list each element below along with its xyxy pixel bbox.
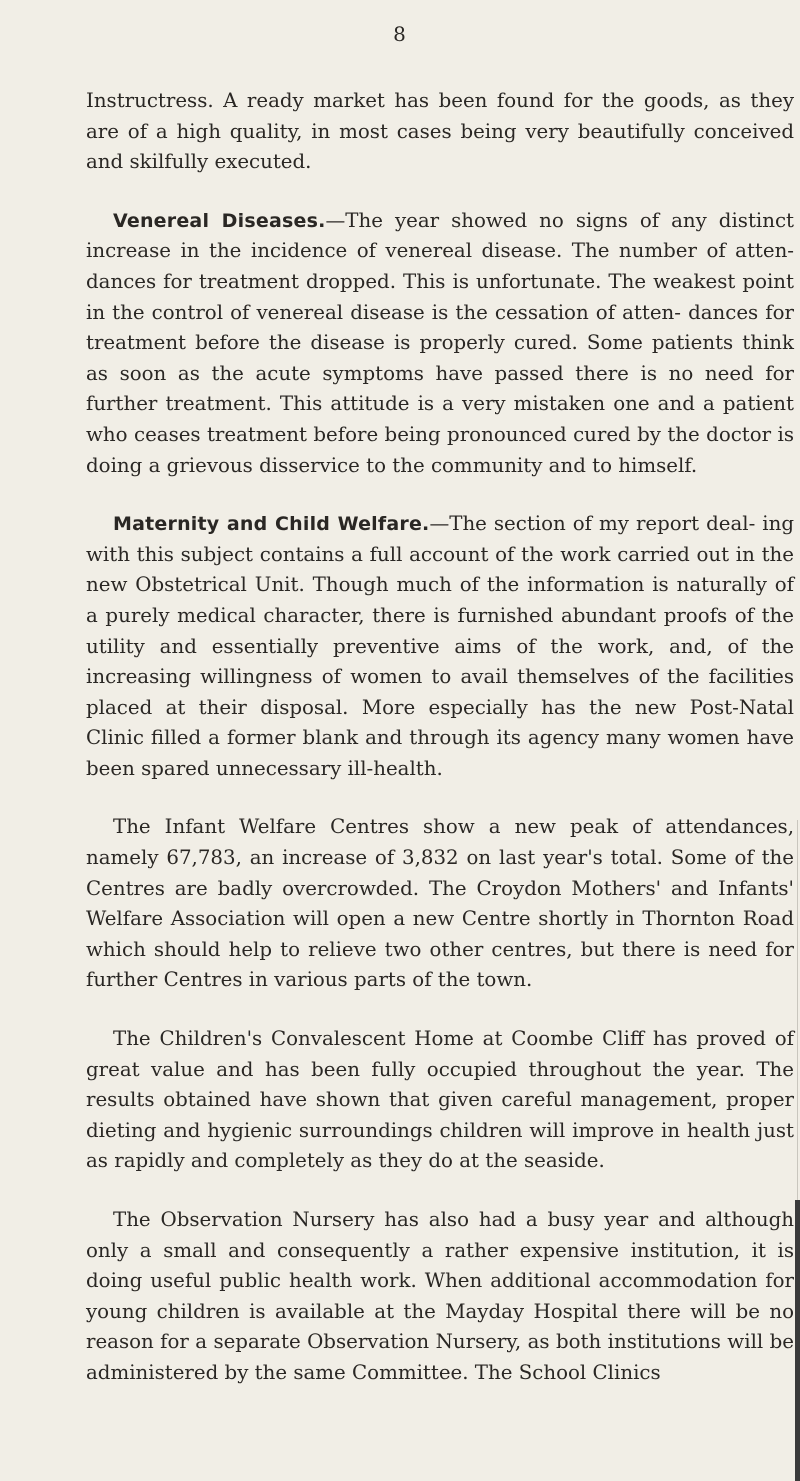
paragraph-text: The Children's Convalescent Home at Coombe Cliff has proved of great value and has been fully occupied throughout the year. The results obtained have shown that given careful management, proper dieting and hygienic surroundings children will improve in health just as rapidly and completely as they do at the seaside. — [86, 1027, 794, 1173]
page-edge-shadow — [795, 1200, 800, 1481]
paragraph-text: Instructress. A ready market has been found for the goods, as they are of a high quality, in most cases being very beautifully conceived and skilfully executed. — [86, 89, 794, 174]
page-edge-line — [797, 820, 798, 1200]
section-heading-venereal-diseases: Venereal Diseases. — [113, 209, 326, 232]
paragraph-observation-nursery — [86, 1205, 794, 1389]
section-heading-maternity-child-welfare: Maternity and Child Welfare. — [113, 513, 430, 536]
body-text — [86, 86, 794, 1389]
paragraph-venereal-diseases — [86, 206, 794, 481]
paragraph-infant-welfare-centres — [86, 812, 794, 996]
paragraph-instructress — [86, 86, 794, 178]
page-number: 8 — [393, 22, 407, 46]
paragraph-text: The Observation Nursery has also had a busy year and although only a small and consequently a rather expensive institution, it is doing useful public health work. When additional accommodation for young children is available at the Mayday Hospital there will be no reason for a separate Observation Nursery, as both institutions will be administered by the same Committee. The School Clinics — [86, 1208, 794, 1384]
paragraph-text: —The year showed no signs of any distinct increase in the incidence of venereal disease. The number of atten- dances for treatment dropped. This is unfortunate. The weakest point in the control of venereal disease is the cessation of atten- dances for treatment before the disease is properly cured. Some patients think as soon as the acute symptoms have passed there is no need for further treatment. This attitude is a very mistaken one and a patient who ceases treatment before being pronounced cured by the doctor is doing a grievous disservice to the community and to himself. — [86, 208, 794, 477]
paragraph-text: —The section of my report deal- ing with this subject contains a full account of the work carried out in the new Obstetrical Unit. Though much of the information is naturally of a purely medical character, there is furnished abundant proofs of the utility and essentially preventive aims of the work, and, of the increasing willingness of women to avail themselves of the facilities placed at their disposal. More especially has the new Post-Natal Clinic filled a former blank and through its agency many women have been spared unnecessary ill-health. — [86, 512, 794, 780]
paragraph-convalescent-home — [86, 1024, 794, 1177]
paragraph-text: The Infant Welfare Centres show a new peak of attendances, namely 67,783, an increase of 3,832 on last year's total. Some of the Centres are badly overcrowded. The Croydon Mothers' and Infants' Welfare Association will open a new Centre shortly in Thornton Road which should help to relieve two other centres, but there is need for further Centres in various parts of the town. — [86, 815, 794, 992]
paragraph-maternity-child-welfare — [86, 509, 794, 784]
